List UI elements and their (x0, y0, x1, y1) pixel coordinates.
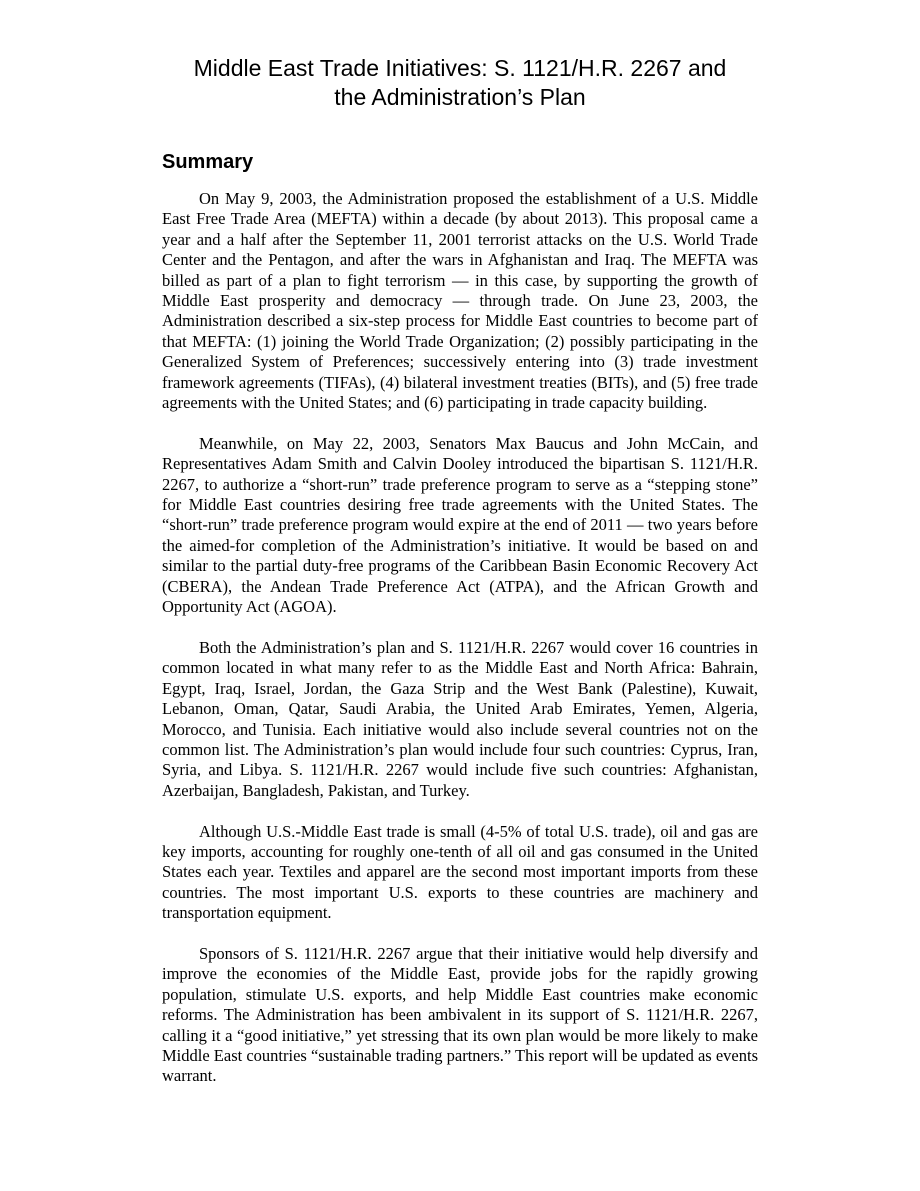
summary-paragraph-5: Sponsors of S. 1121/H.R. 2267 argue that their initiative would help diversify and improve the economies of the Middle East, provide jobs for the rapidly growing population, stimulate U.S. exports, and help Middle East countries make economic reforms. The Administration has been ambivalent in its support of S. 1121/H.R. 2267, calling it a “good initiative,” yet stressing that its own plan would be more likely to make Middle East countries “sustainable trading partners.” This report will be updated as events warrant. (162, 943, 758, 1086)
document-title-line-2: the Administration’s Plan (334, 84, 586, 110)
document-title-line-1: Middle East Trade Initiatives: S. 1121/H.R. 2267 and (193, 55, 727, 81)
summary-heading: Summary (162, 151, 254, 173)
document-title (162, 54, 758, 112)
summary-paragraph-1: On May 9, 2003, the Administration proposed the establishment of a U.S. Middle East Free Trade Area (MEFTA) within a decade (by about 2013). This proposal came a year and a half after the September 11, 2001 terrorist attacks on the U.S. World Trade Center and the Pentagon, and after the wars in Afghanistan and Iraq. The MEFTA was billed as part of a plan to fight terrorism — in this case, by supporting the growth of Middle East prosperity and democracy — through trade. On June 23, 2003, the Administration described a six-step process for Middle East countries to become part of that MEFTA: (1) joining the World Trade Organization; (2) possibly participating in the Generalized System of Preferences; successively entering into (3) trade investment framework agreements (TIFAs), (4) bilateral investment treaties (BITs), and (5) free trade agreements with the United States; and (6) participating in trade capacity building. (162, 189, 758, 413)
summary-paragraph-4: Although U.S.-Middle East trade is small (4-5% of total U.S. trade), oil and gas are key imports, accounting for roughly one-tenth of all oil and gas consumed in the United States each year. Textiles and apparel are the second most important imports from these countries. The most important U.S. exports to these countries are machinery and transportation equipment. (162, 821, 758, 923)
summary-paragraph-2: Meanwhile, on May 22, 2003, Senators Max Baucus and John McCain, and Representatives Adam Smith and Calvin Dooley introduced the bipartisan S. 1121/H.R. 2267, to authorize a “short-run” trade preference program to serve as a “stepping stone” for Middle East countries desiring free trade agreements with the United States. The “short-run” trade preference program would expire at the end of 2011 — two years before the aimed-for completion of the Administration’s initiative. It would be based on and similar to the partial duty-free programs of the Caribbean Basin Economic Recovery Act (CBERA), the Andean Trade Preference Act (ATPA), and the African Growth and Opportunity Act (AGOA). (162, 433, 758, 617)
summary-paragraph-3: Both the Administration’s plan and S. 1121/H.R. 2267 would cover 16 countries in common located in what many refer to as the Middle East and North Africa: Bahrain, Egypt, Iraq, Israel, Jordan, the Gaza Strip and the West Bank (Palestine), Kuwait, Lebanon, Oman, Qatar, Saudi Arabia, the United Arab Emirates, Yemen, Algeria, Morocco, and Tunisia. Each initiative would also include several countries not on the common list. The Administration’s plan would include four such countries: Cyprus, Iran, Syria, and Libya. S. 1121/H.R. 2267 would include five such countries: Afghanistan, Azerbaijan, Bangladesh, Pakistan, and Turkey. (162, 637, 758, 800)
document-page (162, 54, 758, 1107)
